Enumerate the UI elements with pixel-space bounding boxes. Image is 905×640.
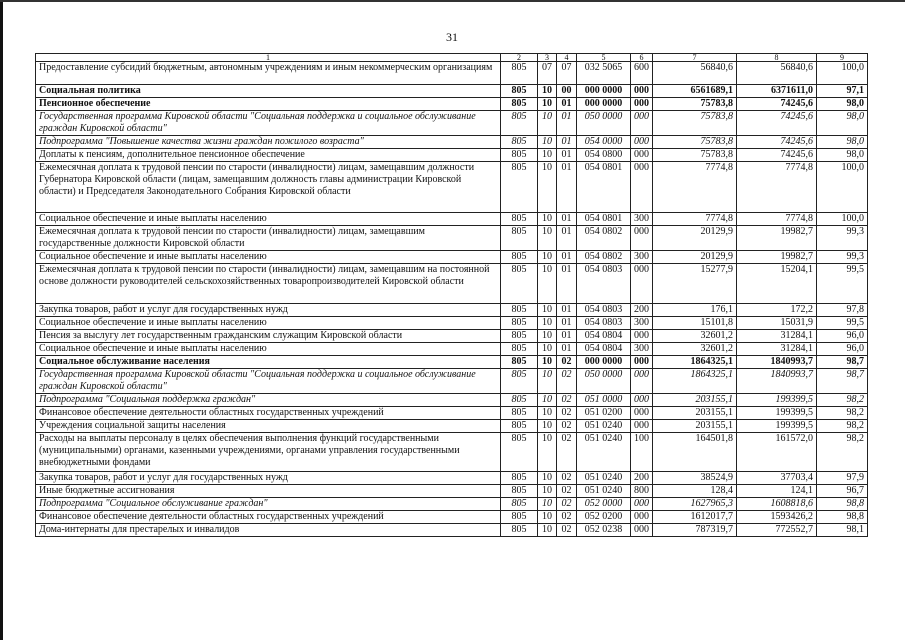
table-row: [36, 485, 868, 498]
expense-name-cell: Доплаты к пенсиям, дополнительное пенсионное обеспечение: [36, 149, 501, 162]
section-code-cell: 10: [538, 524, 557, 537]
target-article-cell: 054 0803: [577, 264, 631, 304]
expense-type-cell: 000: [631, 498, 653, 511]
expense-type-cell: 000: [631, 394, 653, 407]
expense-name-cell: Государственная программа Кировской области "Социальная поддержка и социальное обслуживание граждан Кировской области": [36, 369, 501, 394]
table-row: [36, 213, 868, 226]
expense-type-cell: 000: [631, 264, 653, 304]
target-article-cell: 054 0802: [577, 226, 631, 251]
section-code-cell: 10: [538, 343, 557, 356]
subsection-code-cell: 02: [557, 407, 577, 420]
table-row: [36, 85, 868, 98]
ministry-code-cell: 805: [501, 498, 538, 511]
execution-percent-cell: 98,8: [817, 511, 868, 524]
execution-percent-cell: 98,0: [817, 98, 868, 111]
expense-type-cell: 000: [631, 356, 653, 369]
planned-amount-cell: 1627965,3: [653, 498, 737, 511]
subsection-code-cell: 02: [557, 524, 577, 537]
scan-border-top: [0, 0, 905, 2]
subsection-code-cell: 01: [557, 226, 577, 251]
execution-percent-cell: 98,0: [817, 111, 868, 136]
subsection-code-cell: 02: [557, 394, 577, 407]
expense-type-cell: 000: [631, 136, 653, 149]
execution-percent-cell: 99,3: [817, 226, 868, 251]
target-article-cell: 051 0200: [577, 407, 631, 420]
table-row: [36, 330, 868, 343]
column-number: 9: [817, 54, 868, 62]
executed-amount-cell: 74245,6: [737, 98, 817, 111]
table-row: [36, 420, 868, 433]
planned-amount-cell: 20129,9: [653, 251, 737, 264]
expense-type-cell: 000: [631, 511, 653, 524]
target-article-cell: 000 0000: [577, 98, 631, 111]
target-article-cell: 054 0800: [577, 149, 631, 162]
planned-amount-cell: 176,1: [653, 304, 737, 317]
ministry-code-cell: 805: [501, 369, 538, 394]
subsection-code-cell: 02: [557, 433, 577, 472]
executed-amount-cell: 1840993,7: [737, 369, 817, 394]
ministry-code-cell: 805: [501, 213, 538, 226]
planned-amount-cell: 203155,1: [653, 407, 737, 420]
subsection-code-cell: 01: [557, 330, 577, 343]
ministry-code-cell: 805: [501, 433, 538, 472]
ministry-code-cell: 805: [501, 162, 538, 213]
section-code-cell: 10: [538, 136, 557, 149]
section-code-cell: 10: [538, 226, 557, 251]
execution-percent-cell: 100,0: [817, 62, 868, 85]
expense-type-cell: 000: [631, 420, 653, 433]
page-number: 31: [446, 30, 458, 44]
section-code-cell: 10: [538, 213, 557, 226]
execution-percent-cell: 98,2: [817, 420, 868, 433]
execution-percent-cell: 96,0: [817, 343, 868, 356]
expense-type-cell: 000: [631, 226, 653, 251]
ministry-code-cell: 805: [501, 136, 538, 149]
target-article-cell: 051 0240: [577, 420, 631, 433]
execution-percent-cell: 99,3: [817, 251, 868, 264]
target-article-cell: 054 0802: [577, 251, 631, 264]
expense-name-cell: Закупка товаров, работ и услуг для государственных нужд: [36, 472, 501, 485]
expense-name-cell: Подпрограмма "Социальное обслуживание граждан": [36, 498, 501, 511]
planned-amount-cell: 75783,8: [653, 149, 737, 162]
section-code-cell: 10: [538, 111, 557, 136]
executed-amount-cell: 74245,6: [737, 149, 817, 162]
expense-type-cell: 000: [631, 162, 653, 213]
section-code-cell: 10: [538, 498, 557, 511]
planned-amount-cell: 7774,8: [653, 162, 737, 213]
subsection-code-cell: 01: [557, 98, 577, 111]
column-number: 8: [737, 54, 817, 62]
budget-table: [35, 53, 868, 537]
planned-amount-cell: 75783,8: [653, 136, 737, 149]
table-row: [36, 264, 868, 304]
expense-type-cell: 000: [631, 369, 653, 394]
executed-amount-cell: 199399,5: [737, 407, 817, 420]
table-row: [36, 111, 868, 136]
table-row: [36, 394, 868, 407]
table-row: [36, 472, 868, 485]
target-article-cell: 032 5065: [577, 62, 631, 85]
subsection-code-cell: 01: [557, 213, 577, 226]
expense-type-cell: 000: [631, 330, 653, 343]
target-article-cell: 051 0240: [577, 485, 631, 498]
ministry-code-cell: 805: [501, 511, 538, 524]
expense-name-cell: Предоставление субсидий бюджетным, автономным учреждениям и иным некоммерческим организациям: [36, 62, 501, 85]
subsection-code-cell: 02: [557, 485, 577, 498]
target-article-cell: 054 0803: [577, 317, 631, 330]
planned-amount-cell: 32601,2: [653, 330, 737, 343]
target-article-cell: 054 0801: [577, 213, 631, 226]
table-row: [36, 136, 868, 149]
executed-amount-cell: 6371611,0: [737, 85, 817, 98]
executed-amount-cell: 1593426,2: [737, 511, 817, 524]
executed-amount-cell: 7774,8: [737, 213, 817, 226]
table-row: [36, 433, 868, 472]
target-article-cell: 052 0000: [577, 498, 631, 511]
target-article-cell: 052 0238: [577, 524, 631, 537]
executed-amount-cell: 15031,9: [737, 317, 817, 330]
subsection-code-cell: 01: [557, 136, 577, 149]
planned-amount-cell: 7774,8: [653, 213, 737, 226]
section-code-cell: 10: [538, 511, 557, 524]
executed-amount-cell: 31284,1: [737, 330, 817, 343]
planned-amount-cell: 203155,1: [653, 394, 737, 407]
column-number-row: [36, 54, 868, 62]
subsection-code-cell: 07: [557, 62, 577, 85]
subsection-code-cell: 01: [557, 304, 577, 317]
ministry-code-cell: 805: [501, 149, 538, 162]
table-row: [36, 226, 868, 251]
target-article-cell: 054 0000: [577, 136, 631, 149]
subsection-code-cell: 01: [557, 149, 577, 162]
expense-type-cell: 000: [631, 149, 653, 162]
execution-percent-cell: 97,1: [817, 85, 868, 98]
target-article-cell: 052 0200: [577, 511, 631, 524]
expense-name-cell: Ежемесячная доплата к трудовой пенсии по старости (инвалидности) лицам, замещавшим на постоянной основе должности руководителей сельскохозяйственных товаропроизводителей Кировской области: [36, 264, 501, 304]
target-article-cell: 054 0804: [577, 343, 631, 356]
expense-type-cell: 300: [631, 213, 653, 226]
expense-type-cell: 300: [631, 343, 653, 356]
execution-percent-cell: 98,7: [817, 369, 868, 394]
expense-type-cell: 000: [631, 524, 653, 537]
scan-border-left: [0, 0, 3, 640]
execution-percent-cell: 98,0: [817, 136, 868, 149]
execution-percent-cell: 96,7: [817, 485, 868, 498]
executed-amount-cell: 19982,7: [737, 251, 817, 264]
section-code-cell: 10: [538, 485, 557, 498]
executed-amount-cell: 7774,8: [737, 162, 817, 213]
section-code-cell: 10: [538, 356, 557, 369]
section-code-cell: 10: [538, 85, 557, 98]
executed-amount-cell: 772552,7: [737, 524, 817, 537]
ministry-code-cell: 805: [501, 472, 538, 485]
execution-percent-cell: 97,8: [817, 304, 868, 317]
subsection-code-cell: 02: [557, 369, 577, 394]
table-row: [36, 149, 868, 162]
executed-amount-cell: 161572,0: [737, 433, 817, 472]
target-article-cell: 054 0801: [577, 162, 631, 213]
ministry-code-cell: 805: [501, 394, 538, 407]
ministry-code-cell: 805: [501, 264, 538, 304]
section-code-cell: 10: [538, 472, 557, 485]
table-row: [36, 343, 868, 356]
section-code-cell: 10: [538, 433, 557, 472]
expense-name-cell: Социальное обслуживание населения: [36, 356, 501, 369]
table-row: [36, 356, 868, 369]
target-article-cell: 050 0000: [577, 111, 631, 136]
executed-amount-cell: 74245,6: [737, 111, 817, 136]
expense-name-cell: Пенсия за выслугу лет государственным гражданским служащим Кировской области: [36, 330, 501, 343]
expense-type-cell: 600: [631, 62, 653, 85]
budget-table-body: [36, 54, 868, 537]
target-article-cell: 051 0000: [577, 394, 631, 407]
ministry-code-cell: 805: [501, 485, 538, 498]
expense-name-cell: Финансовое обеспечение деятельности областных государственных учреждений: [36, 407, 501, 420]
ministry-code-cell: 805: [501, 317, 538, 330]
expense-name-cell: Ежемесячная доплата к трудовой пенсии по старости (инвалидности) лицам, замещавшим государственные должности Кировской области: [36, 226, 501, 251]
planned-amount-cell: 75783,8: [653, 98, 737, 111]
execution-percent-cell: 98,8: [817, 498, 868, 511]
table-row: [36, 317, 868, 330]
ministry-code-cell: 805: [501, 407, 538, 420]
planned-amount-cell: 6561689,1: [653, 85, 737, 98]
ministry-code-cell: 805: [501, 356, 538, 369]
table-row: [36, 162, 868, 213]
expense-name-cell: Учреждения социальной защиты населения: [36, 420, 501, 433]
execution-percent-cell: 98,0: [817, 149, 868, 162]
planned-amount-cell: 15101,8: [653, 317, 737, 330]
expense-type-cell: 800: [631, 485, 653, 498]
planned-amount-cell: 15277,9: [653, 264, 737, 304]
planned-amount-cell: 56840,6: [653, 62, 737, 85]
subsection-code-cell: 01: [557, 343, 577, 356]
subsection-code-cell: 00: [557, 85, 577, 98]
section-code-cell: 07: [538, 62, 557, 85]
planned-amount-cell: 20129,9: [653, 226, 737, 251]
ministry-code-cell: 805: [501, 226, 538, 251]
section-code-cell: 10: [538, 162, 557, 213]
expense-type-cell: 000: [631, 98, 653, 111]
table-row: [36, 98, 868, 111]
executed-amount-cell: 1840993,7: [737, 356, 817, 369]
column-number: 6: [631, 54, 653, 62]
subsection-code-cell: 01: [557, 251, 577, 264]
expense-name-cell: Закупка товаров, работ и услуг для государственных нужд: [36, 304, 501, 317]
table-row: [36, 304, 868, 317]
expense-name-cell: Пенсионное обеспечение: [36, 98, 501, 111]
executed-amount-cell: 124,1: [737, 485, 817, 498]
planned-amount-cell: 38524,9: [653, 472, 737, 485]
execution-percent-cell: 96,0: [817, 330, 868, 343]
section-code-cell: 10: [538, 304, 557, 317]
planned-amount-cell: 32601,2: [653, 343, 737, 356]
expense-name-cell: Социальное обеспечение и иные выплаты населению: [36, 317, 501, 330]
section-code-cell: 10: [538, 98, 557, 111]
column-number: 3: [538, 54, 557, 62]
expense-name-cell: Социальное обеспечение и иные выплаты населению: [36, 213, 501, 226]
ministry-code-cell: 805: [501, 420, 538, 433]
executed-amount-cell: 15204,1: [737, 264, 817, 304]
table-row: [36, 62, 868, 85]
expense-type-cell: 000: [631, 85, 653, 98]
ministry-code-cell: 805: [501, 98, 538, 111]
expense-type-cell: 200: [631, 304, 653, 317]
expense-name-cell: Государственная программа Кировской области "Социальная поддержка и социальное обслуживание граждан Кировской области": [36, 111, 501, 136]
planned-amount-cell: 787319,7: [653, 524, 737, 537]
planned-amount-cell: 164501,8: [653, 433, 737, 472]
subsection-code-cell: 02: [557, 472, 577, 485]
column-number: 2: [501, 54, 538, 62]
planned-amount-cell: 203155,1: [653, 420, 737, 433]
subsection-code-cell: 02: [557, 511, 577, 524]
expense-type-cell: 000: [631, 407, 653, 420]
target-article-cell: 051 0240: [577, 433, 631, 472]
subsection-code-cell: 01: [557, 162, 577, 213]
expense-name-cell: Подпрограмма "Повышение качества жизни граждан пожилого возраста": [36, 136, 501, 149]
executed-amount-cell: 199399,5: [737, 420, 817, 433]
section-code-cell: 10: [538, 369, 557, 394]
subsection-code-cell: 01: [557, 317, 577, 330]
expense-name-cell: Финансовое обеспечение деятельности областных государственных учреждений: [36, 511, 501, 524]
executed-amount-cell: 56840,6: [737, 62, 817, 85]
executed-amount-cell: 199399,5: [737, 394, 817, 407]
executed-amount-cell: 31284,1: [737, 343, 817, 356]
section-code-cell: 10: [538, 330, 557, 343]
ministry-code-cell: 805: [501, 62, 538, 85]
target-article-cell: 000 0000: [577, 85, 631, 98]
table-row: [36, 369, 868, 394]
execution-percent-cell: 98,2: [817, 433, 868, 472]
section-code-cell: 10: [538, 394, 557, 407]
ministry-code-cell: 805: [501, 111, 538, 136]
section-code-cell: 10: [538, 407, 557, 420]
planned-amount-cell: 1864325,1: [653, 356, 737, 369]
table-row: [36, 407, 868, 420]
subsection-code-cell: 01: [557, 264, 577, 304]
ministry-code-cell: 805: [501, 524, 538, 537]
target-article-cell: 000 0000: [577, 356, 631, 369]
expense-name-cell: Расходы на выплаты персоналу в целях обеспечения выполнения функций государственными (муниципальными) органами, казенными учреждениями, органами управления государственными внебюджетными фондами: [36, 433, 501, 472]
target-article-cell: 054 0804: [577, 330, 631, 343]
expense-name-cell: Социальное обеспечение и иные выплаты населению: [36, 343, 501, 356]
section-code-cell: 10: [538, 149, 557, 162]
ministry-code-cell: 805: [501, 304, 538, 317]
expense-name-cell: Иные бюджетные ассигнования: [36, 485, 501, 498]
ministry-code-cell: 805: [501, 330, 538, 343]
table-row: [36, 498, 868, 511]
execution-percent-cell: 98,7: [817, 356, 868, 369]
column-number: 7: [653, 54, 737, 62]
expense-type-cell: 100: [631, 433, 653, 472]
ministry-code-cell: 805: [501, 251, 538, 264]
section-code-cell: 10: [538, 317, 557, 330]
execution-percent-cell: 98,2: [817, 394, 868, 407]
table-row: [36, 524, 868, 537]
expense-type-cell: 000: [631, 111, 653, 136]
executed-amount-cell: 74245,6: [737, 136, 817, 149]
subsection-code-cell: 02: [557, 356, 577, 369]
subsection-code-cell: 01: [557, 111, 577, 136]
execution-percent-cell: 99,5: [817, 264, 868, 304]
expense-name-cell: Социальная политика: [36, 85, 501, 98]
table-row: [36, 511, 868, 524]
target-article-cell: 051 0240: [577, 472, 631, 485]
execution-percent-cell: 97,9: [817, 472, 868, 485]
section-code-cell: 10: [538, 420, 557, 433]
execution-percent-cell: 99,5: [817, 317, 868, 330]
expense-type-cell: 300: [631, 251, 653, 264]
expense-type-cell: 200: [631, 472, 653, 485]
section-code-cell: 10: [538, 251, 557, 264]
executed-amount-cell: 1608818,6: [737, 498, 817, 511]
target-article-cell: 050 0000: [577, 369, 631, 394]
section-code-cell: 10: [538, 264, 557, 304]
planned-amount-cell: 128,4: [653, 485, 737, 498]
expense-name-cell: Социальное обеспечение и иные выплаты населению: [36, 251, 501, 264]
column-number: 1: [36, 54, 501, 62]
expense-name-cell: Ежемесячная доплата к трудовой пенсии по старости (инвалидности) лицам, замещавшим должности Губернатора Кировской области (лицам, замещавшим должность главы администрации Кировской области) и Председателя Законодательного Собрания Кировской области: [36, 162, 501, 213]
table-row: [36, 251, 868, 264]
execution-percent-cell: 100,0: [817, 213, 868, 226]
column-number: 5: [577, 54, 631, 62]
column-number: 4: [557, 54, 577, 62]
expense-name-cell: Подпрограмма "Социальная поддержка граждан": [36, 394, 501, 407]
ministry-code-cell: 805: [501, 85, 538, 98]
expense-name-cell: Дома-интернаты для престарелых и инвалидов: [36, 524, 501, 537]
planned-amount-cell: 1612017,7: [653, 511, 737, 524]
ministry-code-cell: 805: [501, 343, 538, 356]
execution-percent-cell: 100,0: [817, 162, 868, 213]
execution-percent-cell: 98,2: [817, 407, 868, 420]
executed-amount-cell: 19982,7: [737, 226, 817, 251]
planned-amount-cell: 1864325,1: [653, 369, 737, 394]
execution-percent-cell: 98,1: [817, 524, 868, 537]
executed-amount-cell: 172,2: [737, 304, 817, 317]
target-article-cell: 054 0803: [577, 304, 631, 317]
planned-amount-cell: 75783,8: [653, 111, 737, 136]
subsection-code-cell: 02: [557, 420, 577, 433]
subsection-code-cell: 02: [557, 498, 577, 511]
executed-amount-cell: 37703,4: [737, 472, 817, 485]
expense-type-cell: 300: [631, 317, 653, 330]
